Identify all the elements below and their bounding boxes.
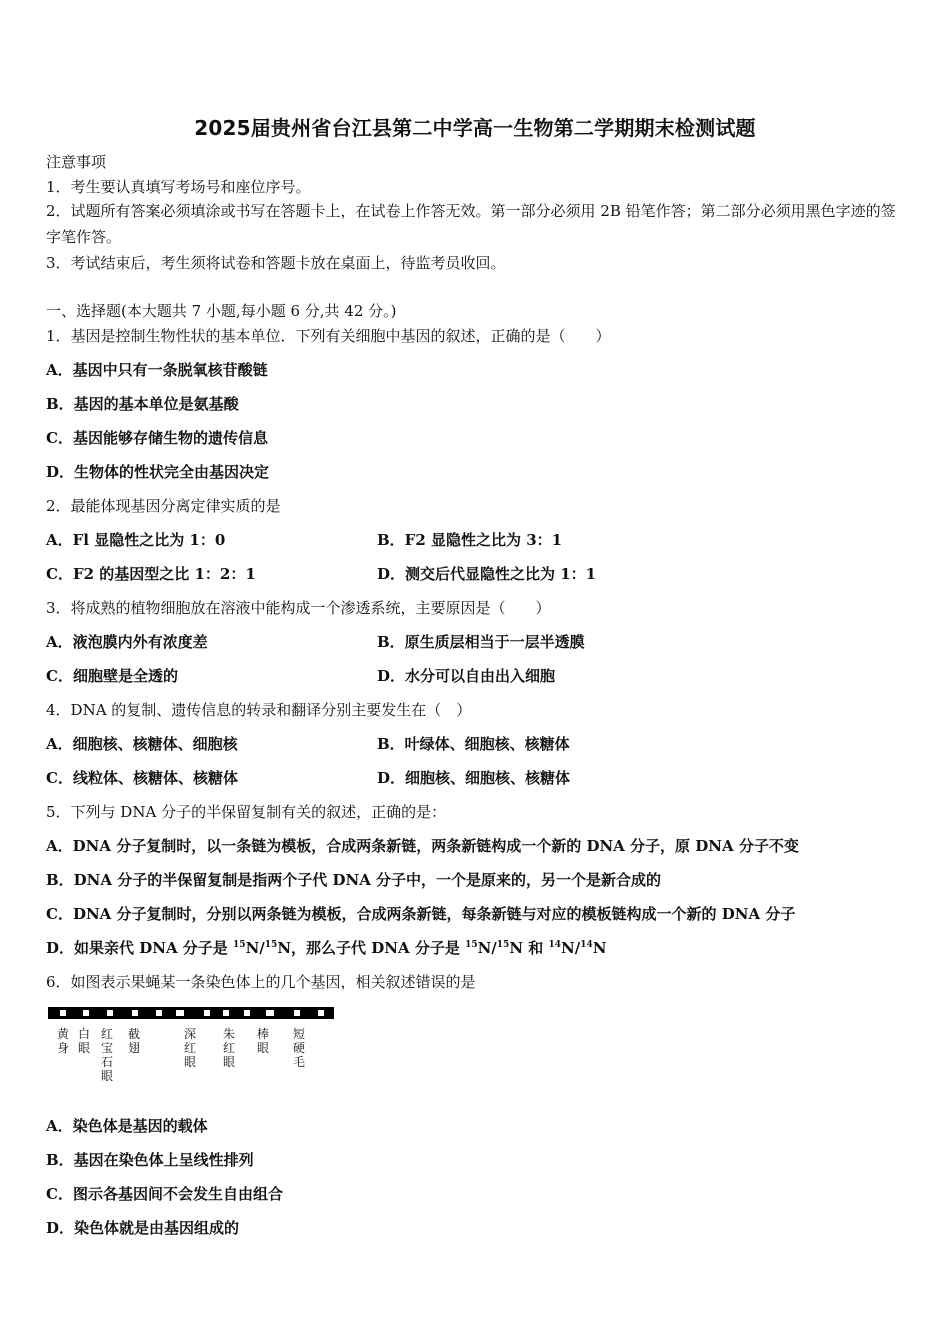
question-3-stem: 3．将成熟的植物细胞放在溶液中能构成一个渗透系统，主要原因是（ ） xyxy=(46,599,551,617)
q1-option-a: A．基因中只有一条脱氧核苷酸链 xyxy=(46,361,268,379)
notice-item-3: 3．考试结束后，考生须将试卷和答题卡放在桌面上，待监考员收回。 xyxy=(46,254,506,272)
q2-option-a: A．Fl 显隐性之比为 1：0 xyxy=(46,531,226,549)
question-2-stem: 2．最能体现基因分离定律实质的是 xyxy=(46,497,281,515)
question-6-stem: 6．如图表示果蝇某一条染色体上的几个基因，相关叙述错误的是 xyxy=(46,973,476,991)
notice-heading: 注意事项 xyxy=(46,153,107,171)
notice-item-2: 2．试题所有答案必须填涂或书写在答题卡上，在试卷上作答无效。第一部分必须用 2B 铅笔作答；第二部分必须用黑色字迹的签字笔作答。 xyxy=(46,202,896,246)
gene-label-vermilion-eye: 朱红眼 xyxy=(222,1027,235,1069)
chromosome-diagram xyxy=(46,1005,346,1095)
exam-title: 2025届贵州省台江县第二中学高一生物第二学期期末检测试题 xyxy=(194,116,756,140)
q4-option-c: C．线粒体、核糖体、核糖体 xyxy=(46,769,238,787)
q5-option-b: B．DNA 分子的半保留复制是指两个子代 DNA 分子中，一个是原来的，另一个是新合成的 xyxy=(46,871,662,889)
q6-option-b: B．基因在染色体上呈线性排列 xyxy=(46,1151,254,1169)
gene-label-bar-eye: 棒眼 xyxy=(256,1027,269,1055)
gene-label-ruby-eye: 红宝石眼 xyxy=(100,1027,113,1083)
question-5-stem: 5．下列与 DNA 分子的半保留复制有关的叙述，正确的是： xyxy=(46,803,447,821)
q4-option-d: D．细胞核、细胞核、核糖体 xyxy=(377,769,571,787)
question-4-stem: 4．DNA 的复制、遗传信息的转录和翻译分别主要发生在（ ） xyxy=(46,701,472,719)
gene-label-cut-wing: 截翅 xyxy=(127,1027,140,1055)
q2-option-c: C．F2 的基因型之比 1：2：1 xyxy=(46,565,256,583)
q5-option-c: C．DNA 分子复制时，分别以两条链为模板，合成两条新链，每条新链与对应的模板链构成一个新的 DNA 分子 xyxy=(46,905,796,923)
gene-label-yellow-body: 黄身 xyxy=(56,1027,69,1055)
notice-item-1: 1．考生要认真填写考场号和座位序号。 xyxy=(46,178,311,196)
q4-option-a: A．细胞核、核糖体、细胞核 xyxy=(46,735,238,753)
q3-option-c: C．细胞壁是全透的 xyxy=(46,667,178,685)
q2-option-d: D．测交后代显隐性之比为 1：1 xyxy=(377,565,597,583)
q1-option-c: C．基因能够存储生物的遗传信息 xyxy=(46,429,268,447)
gene-label-carmine-eye: 深红眼 xyxy=(183,1027,196,1069)
q2-option-b: B．F2 显隐性之比为 3：1 xyxy=(377,531,563,549)
q3-option-b: B．原生质层相当于一层半透膜 xyxy=(377,633,585,651)
question-1-stem: 1．基因是控制生物性状的基本单位．下列有关细胞中基因的叙述，正确的是（ ） xyxy=(46,327,611,345)
q3-option-a: A．液泡膜内外有浓度差 xyxy=(46,633,208,651)
q6-option-d: D．染色体就是由基因组成的 xyxy=(46,1219,240,1237)
q6-option-c: C．图示各基因间不会发生自由组合 xyxy=(46,1185,283,1203)
q4-option-b: B．叶绿体、细胞核、核糖体 xyxy=(377,735,570,753)
section-heading: 一、选择题(本大题共 7 小题,每小题 6 分,共 42 分。) xyxy=(46,302,397,320)
q1-option-b: B．基因的基本单位是氨基酸 xyxy=(46,395,239,413)
q1-option-d: D．生物体的性状完全由基因决定 xyxy=(46,463,270,481)
q5-option-d: D．如果亲代 DNA 分子是 $^{15}$N/$^{15}$N，那么子代 DNA 分子是 $^{15}$N/$^{15}$N 和 $^{14}$N/$^{14}$N xyxy=(46,939,607,957)
gene-label-white-eye: 白眼 xyxy=(77,1027,90,1055)
q3-option-d: D．水分可以自由出入细胞 xyxy=(377,667,556,685)
q5-option-a: A．DNA 分子复制时，以一条链为模板，合成两条新链，两条新链构成一个新的 DNA 分子，原 DNA 分子不变 xyxy=(46,837,799,855)
q6-option-a: A．染色体是基因的载体 xyxy=(46,1117,208,1135)
gene-label-short-bristle: 短硬毛 xyxy=(292,1027,305,1069)
chromosome-bar xyxy=(46,1005,346,1023)
